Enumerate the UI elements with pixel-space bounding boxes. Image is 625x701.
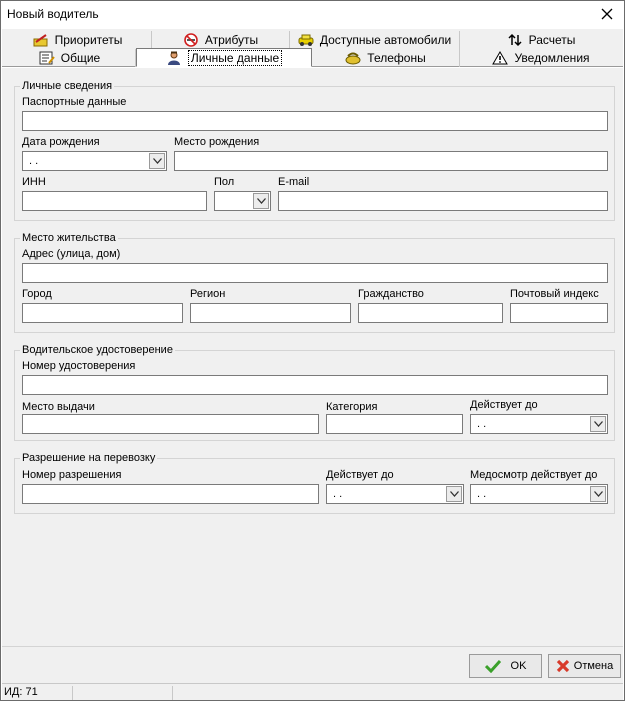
chevron-down-icon [450,491,459,497]
medical-valid-date-picker[interactable]: . . [470,484,608,504]
dropdown-button[interactable] [149,153,165,169]
status-separator [72,686,73,700]
tab-strip [2,29,623,67]
dropdown-button[interactable] [446,486,462,502]
category-input[interactable] [326,414,463,434]
close-button[interactable] [596,3,618,25]
tab-notifications[interactable]: Уведомления [460,49,622,67]
birthdate-label: Дата рождения [22,136,100,148]
tab-available-cars[interactable]: Доступные автомобили [290,31,460,49]
issue-place-label: Место выдачи [22,401,95,413]
taxi-car-icon [298,33,314,47]
region-input[interactable] [190,303,351,323]
personal-data-panel [2,68,623,646]
postal-code-label: Почтовый индекс [510,288,599,300]
person-icon [166,51,182,65]
phone-icon [345,51,361,65]
warning-icon [492,51,508,65]
postal-code-input[interactable] [510,303,608,323]
address-input[interactable] [22,263,608,283]
chevron-down-icon [257,198,266,204]
chevron-down-icon [153,158,162,164]
tab-general[interactable]: Общие [4,49,136,67]
checkmark-icon [485,659,501,673]
cancel-label: Отмена [573,660,614,672]
tab-calculations[interactable]: Расчеты [460,31,622,49]
permit-valid-label: Действует до [326,469,394,481]
tab-attributes[interactable]: Атрибуты [152,31,290,49]
gender-select[interactable] [214,191,271,211]
group-title: Водительское удостоверение [22,344,173,356]
license-valid-date-picker[interactable]: . . [470,414,608,434]
close-icon [601,8,613,20]
city-label: Город [22,288,52,300]
gender-label: Пол [214,176,235,188]
tab-phones[interactable]: Телефоны [312,49,460,67]
permit-valid-date-picker[interactable]: . . [326,484,464,504]
ok-label: OK [510,660,527,672]
residence-group [14,232,615,333]
dropdown-button[interactable] [253,193,269,209]
permit-number-input[interactable] [22,484,319,504]
chevron-down-icon [594,421,603,427]
tab-priorities[interactable]: Приоритеты [4,31,152,49]
passport-label: Паспортные данные [22,96,127,108]
medical-valid-label: Медосмотр действует до [470,469,598,481]
cross-icon [556,659,570,673]
group-title: Личные сведения [22,80,113,92]
dropdown-button[interactable] [590,416,606,432]
group-title: Место жительства [22,232,116,244]
license-number-input[interactable] [22,375,608,395]
status-bar [2,683,623,700]
category-label: Категория [326,401,378,413]
up-down-arrows-icon [507,33,523,47]
chevron-down-icon [594,491,603,497]
window-title: Новый водитель [7,7,99,21]
priority-icon [33,33,49,47]
license-number-label: Номер удостоверения [22,360,136,372]
inn-label: ИНН [22,176,46,188]
status-separator [172,686,173,700]
ok-button[interactable] [469,654,542,678]
general-form-icon [39,51,55,65]
no-smoking-icon [183,33,199,47]
birthplace-input[interactable] [174,151,608,171]
personal-info-group [14,80,615,221]
citizenship-input[interactable] [358,303,503,323]
email-input[interactable] [278,191,608,211]
birthdate-picker[interactable]: . . [22,151,167,171]
issue-place-input[interactable] [22,414,319,434]
passport-input[interactable] [22,111,608,131]
permit-number-label: Номер разрешения [22,469,122,481]
cancel-button[interactable] [548,654,621,678]
transport-permit-group [14,452,615,514]
city-input[interactable] [22,303,183,323]
group-title: Разрешение на перевозку [22,452,156,464]
birthplace-label: Место рождения [174,136,260,148]
tab-personal-data[interactable]: Личные данные [136,48,312,67]
region-label: Регион [190,288,226,300]
citizenship-label: Гражданство [358,288,424,300]
dropdown-button[interactable] [590,486,606,502]
inn-input[interactable] [22,191,207,211]
license-valid-label: Действует до [470,399,538,411]
dialog-footer [2,646,623,683]
email-label: E-mail [278,176,310,188]
record-id-text: ИД: 71 [4,686,38,698]
driver-license-group [14,344,615,441]
address-label: Адрес (улица, дом) [22,248,121,260]
title-bar [1,1,624,27]
